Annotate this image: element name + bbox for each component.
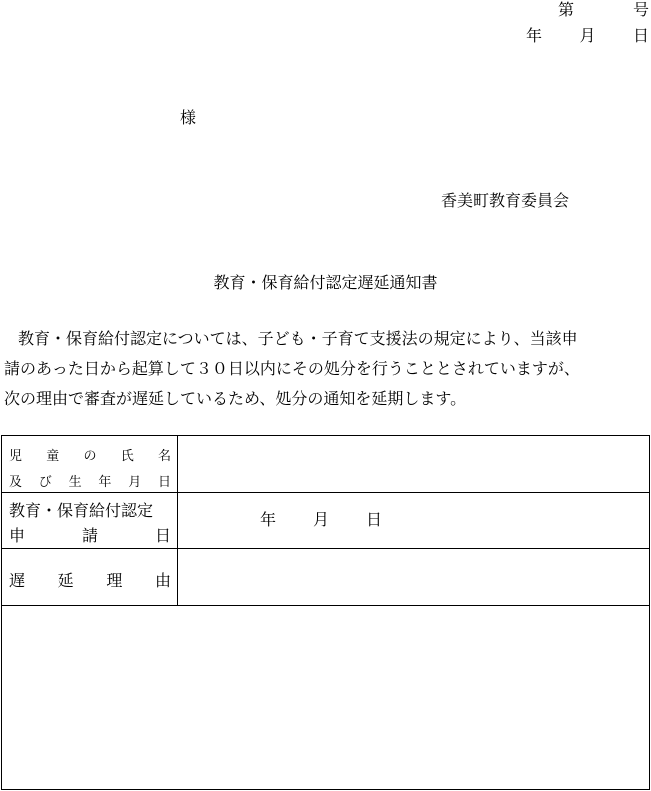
number-suffix: 号 xyxy=(632,0,649,19)
label-application-date xyxy=(2,492,178,548)
document-number xyxy=(558,2,649,18)
form-table xyxy=(1,435,650,790)
number-prefix: 第 xyxy=(558,0,575,19)
row-application-date xyxy=(2,492,649,549)
value-delay-reason-header[interactable] xyxy=(178,548,649,605)
row-child-info xyxy=(2,436,649,493)
body-text xyxy=(4,324,648,414)
document-title: 教育・保育給付認定遅延通知書 xyxy=(213,273,438,292)
delay-reason-detail-area[interactable] xyxy=(2,606,649,789)
label-child-name: 児 童 の 氏 名 xyxy=(9,449,171,464)
application-date-fields: 年 月 日 xyxy=(260,510,382,529)
label-apply-day: 申 請 日 xyxy=(9,526,171,545)
label-birth-date: 及 び 生 年 月 日 xyxy=(9,475,171,490)
body-line: 教育・保育給付認定については、子ども・子育て支援法の規定により、当該申 xyxy=(18,329,578,348)
value-application-date[interactable] xyxy=(178,492,649,548)
date-year: 年 xyxy=(526,26,543,45)
date-day: 日 xyxy=(632,26,649,45)
issuer: 香美町教育委員会 xyxy=(441,191,570,210)
label-certification: 教育・保育給付認定 xyxy=(9,501,154,520)
row-delay-reason xyxy=(2,548,649,606)
addressee: 様 xyxy=(180,108,197,127)
label-child-info xyxy=(2,436,178,492)
date-month: 月 xyxy=(579,26,596,45)
value-child-info[interactable] xyxy=(178,436,649,492)
body-line: 請のあった日から起算して３０日以内にその処分を行うこととされていますが、 xyxy=(4,359,580,378)
label-delay-reason: 遅 延 理 由 xyxy=(2,548,178,605)
document-date xyxy=(526,28,649,44)
body-line: 次の理由で審査が遅延しているため、処分の通知を延期します。 xyxy=(4,389,467,408)
